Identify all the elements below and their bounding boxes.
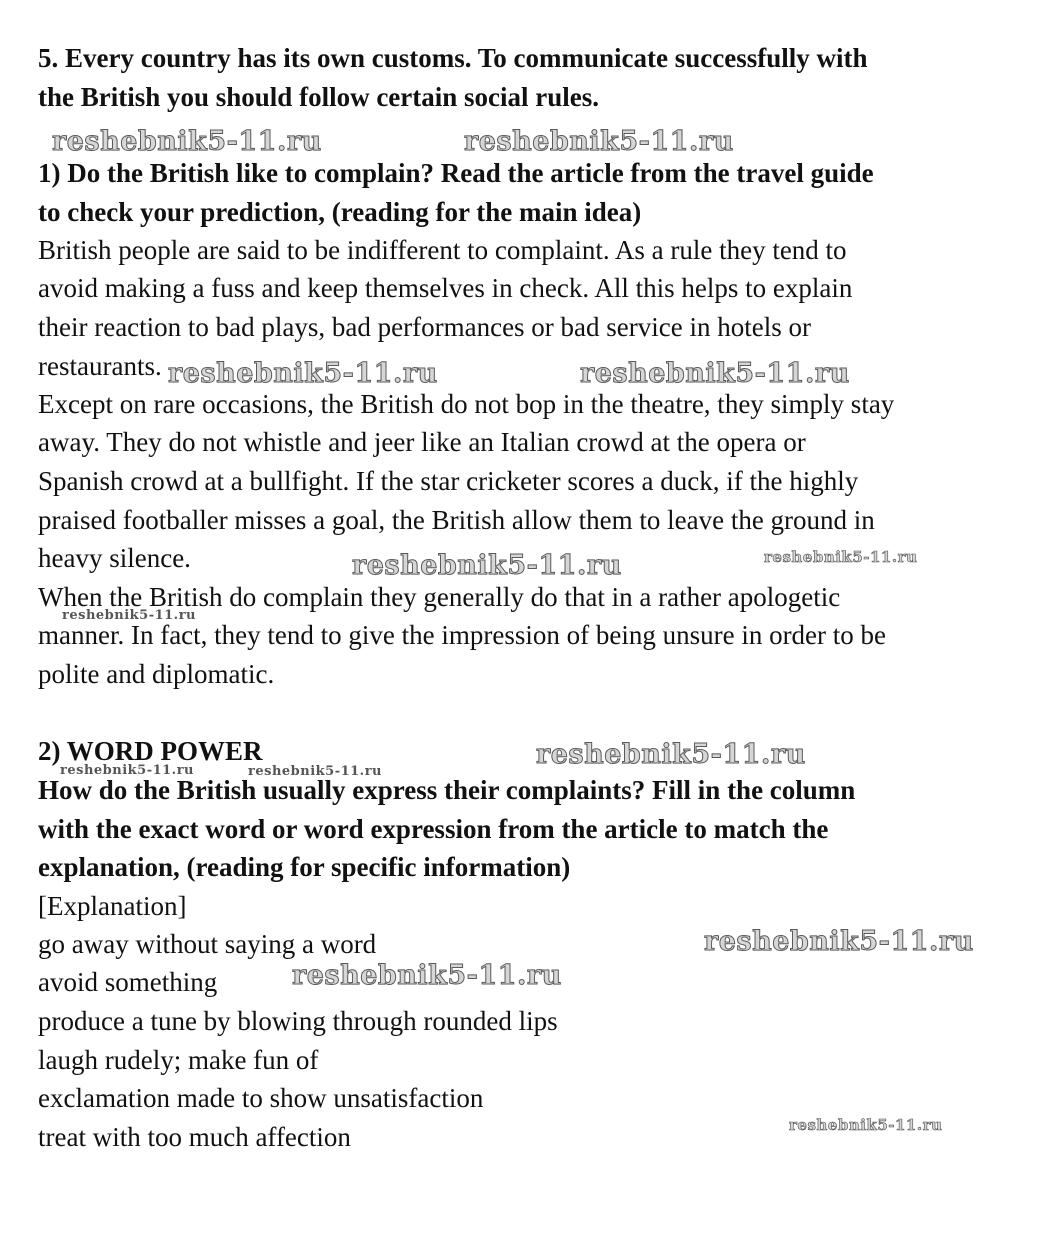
watermark: reshebnik5-11.ru: [789, 1116, 943, 1134]
paragraph-1-line-4: restaurants.: [38, 351, 162, 381]
explanation-item: produce a tune by blowing through rounded lips: [38, 1006, 558, 1036]
paragraph-2-line-5: heavy silence.: [38, 543, 191, 573]
watermark: reshebnik5-11.ru: [464, 126, 734, 157]
explanation-item: laugh rudely; make fun of: [38, 1045, 319, 1075]
paragraph-3-line-2: manner. In fact, they tend to give the impression of being unsure in order to be: [38, 620, 887, 650]
watermark: reshebnik5-11.ru: [62, 608, 197, 623]
section2-question-line-1: How do the British usually express their complaints? Fill in the column: [38, 775, 856, 805]
section2-title: 2) WORD POWER: [38, 736, 263, 766]
paragraph-1-line-3: their reaction to bad plays, bad performances or bad service in hotels or: [38, 312, 811, 342]
paragraph-1-line-1: British people are said to be indifferent to complaint. As a rule they tend to: [38, 235, 847, 265]
section1-question-line-2: to check your prediction, (reading for the main idea): [38, 197, 642, 227]
section2-question-line-2: with the exact word or word expression from the article to match the: [38, 814, 829, 844]
explanation-item: avoid something: [38, 967, 218, 997]
watermark: reshebnik5-11.ru: [60, 763, 195, 778]
watermark: reshebnik5-11.ru: [352, 550, 622, 581]
watermark: reshebnik5-11.ru: [536, 739, 806, 770]
paragraph-1-line-2: avoid making a fuss and keep themselves in check. All this helps to explain: [38, 273, 853, 303]
watermark: reshebnik5-11.ru: [248, 764, 383, 779]
explanation-column-header: [Explanation]: [38, 891, 187, 921]
paragraph-2-line-4: praised footballer misses a goal, the British allow them to leave the ground in: [38, 505, 875, 535]
task-heading-line-2: the British you should follow certain social rules.: [38, 82, 600, 112]
explanation-item: exclamation made to show unsatisfaction: [38, 1083, 484, 1113]
paragraph-2-line-3: Spanish crowd at a bullfight. If the star cricketer scores a duck, if the highly: [38, 466, 859, 496]
task-heading-line-1: 5. Every country has its own customs. To communicate successfully with: [38, 43, 868, 73]
explanation-item: go away without saying a word: [38, 929, 377, 959]
section1-question-line-1: 1) Do the British like to complain? Read the article from the travel guide: [38, 158, 874, 188]
watermark: reshebnik5-11.ru: [52, 126, 322, 157]
section2-question-line-3: explanation, (reading for specific information): [38, 852, 571, 882]
watermark: reshebnik5-11.ru: [580, 358, 850, 389]
watermark: reshebnik5-11.ru: [292, 960, 562, 991]
watermark: reshebnik5-11.ru: [168, 358, 438, 389]
paragraph-2-line-2: away. They do not whistle and jeer like an Italian crowd at the opera or: [38, 427, 806, 457]
paragraph-2-line-1: Except on rare occasions, the British do not bop in the theatre, they simply stay: [38, 389, 895, 419]
paragraph-3-line-1: When the British do complain they generally do that in a rather apologetic: [38, 582, 841, 612]
explanation-item: treat with too much affection: [38, 1122, 351, 1152]
watermark: reshebnik5-11.ru: [764, 548, 918, 566]
paragraph-3-line-3: polite and diplomatic.: [38, 659, 275, 689]
watermark: reshebnik5-11.ru: [704, 926, 974, 957]
